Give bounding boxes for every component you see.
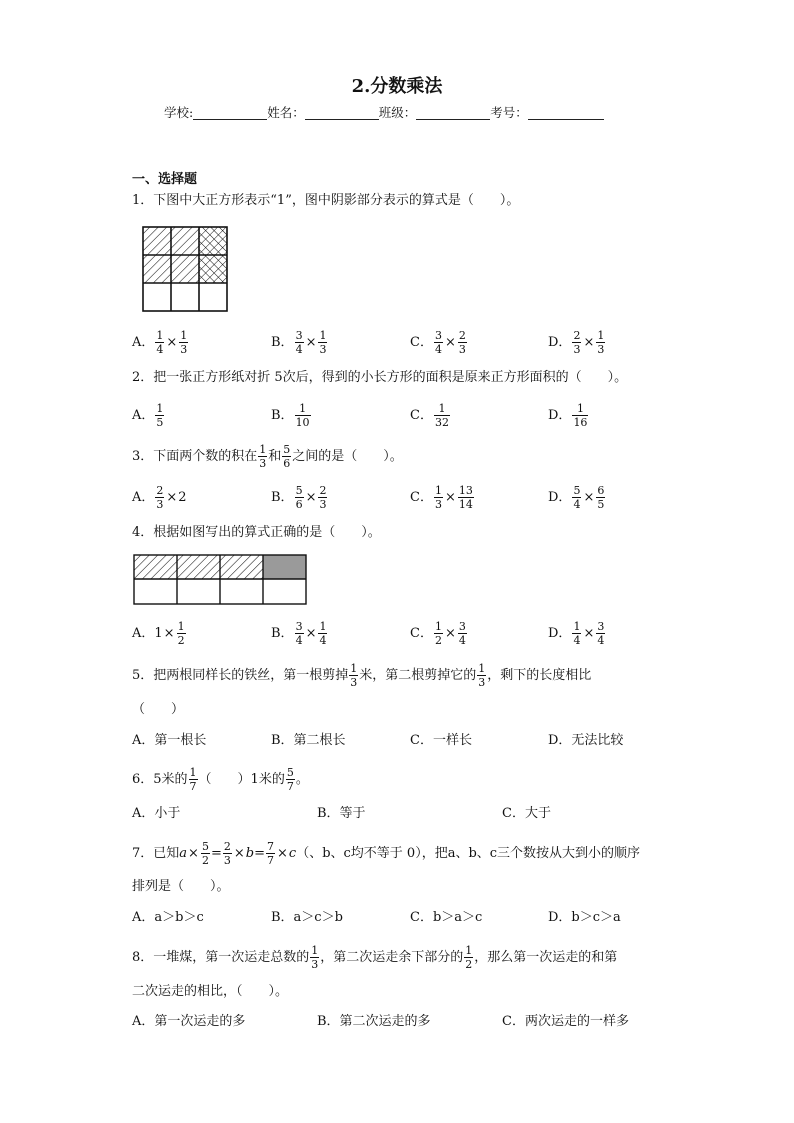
q5-option-b[interactable]: B．第二根长 [271, 733, 346, 748]
q8-option-b[interactable]: B．第二次运走的多 [317, 1014, 431, 1029]
q2-option-c[interactable]: C． $\frac{1}{32}$ [410, 402, 449, 429]
q7-option-d[interactable]: D．b＞c＞a [548, 910, 621, 925]
q4-gray-region [263, 555, 306, 579]
q3-option-c[interactable]: C． $\frac{1}{3}$ × $\frac{13}{14}$ [410, 484, 473, 511]
class-label: 班级： [378, 105, 417, 120]
q2-stem: 2．把一张正方形纸对折 5次后，得到的小长方形的面积是原来正方形面积的（ ）。 [132, 370, 628, 385]
q3-option-d[interactable]: D． $\frac{5}{4}$ × $\frac{6}{5}$ [548, 484, 605, 511]
q1-figure [142, 226, 228, 312]
q8-option-a[interactable]: A．第一次运走的多 [132, 1014, 246, 1029]
school-label: 学校: [164, 105, 194, 120]
q2-option-d[interactable]: D． $\frac{1}{16}$ [548, 402, 588, 429]
q1-stem: 1．下图中大正方形表示“1”，图中阴影部分表示的算式是（ ）。 [132, 193, 520, 208]
q5-stem: 5．把两根同样长的铁丝，第一根剪掉 $\frac{1}{3}$ 米，第二根剪掉它的 $\frac{1}{3}$ ，剩下的长度相比 [132, 662, 592, 689]
q1-option-a[interactable]: A． $\frac{1}{4}$ × $\frac{1}{3}$ [132, 329, 188, 356]
q7-option-b[interactable]: B．a＞c＞b [271, 910, 343, 925]
q8-stem-line2: 二次运走的相比，（ ）。 [132, 984, 289, 999]
q3-stem: 3．下面两个数的积在 $\frac{1}{3}$ 和 $\frac{5}{6}$ 之间的是（ ）。 [132, 443, 403, 470]
q4-hatched-region [134, 555, 263, 579]
page-title: 2.分数乘法 [351, 76, 443, 97]
name-blank[interactable] [305, 105, 379, 120]
q8-stem: 8．一堆煤，第一次运走总数的 $\frac{1}{3}$ ，第二次运走余下部分的 $\frac{1}{2}$ ，那么第一次运走的和第 [132, 944, 618, 971]
q7-stem: 7．已知a× $\frac{5}{2}$ = $\frac{2}{3}$ ×b= $\frac{7}{7}$ ×c（、b、c均不等于 0），把a、b、c三个数按从大到小的顺序 [132, 840, 641, 867]
q4-option-b[interactable]: B． $\frac{3}{4}$ × $\frac{1}{4}$ [271, 620, 327, 647]
q7-stem-line2: 排列是（ ）。 [132, 879, 230, 894]
q5-stem-line2: （ ） [132, 702, 185, 717]
q3-option-a[interactable]: A． $\frac{2}{3}$ ×2 [132, 484, 187, 511]
q1-option-d[interactable]: D． $\frac{2}{3}$ × $\frac{1}{3}$ [548, 329, 605, 356]
student-info-line [164, 103, 604, 121]
q4-option-d[interactable]: D． $\frac{1}{4}$ × $\frac{3}{4}$ [548, 620, 605, 647]
q2-option-a[interactable]: A． $\frac{1}{5}$ [132, 402, 164, 429]
q1-option-c[interactable]: C． $\frac{3}{4}$ × $\frac{2}{3}$ [410, 329, 466, 356]
q5-option-d[interactable]: D．无法比较 [548, 733, 624, 748]
q5-option-c[interactable]: C．一样长 [410, 733, 472, 748]
q4-option-c[interactable]: C． $\frac{1}{2}$ × $\frac{3}{4}$ [410, 620, 466, 647]
q7-option-a[interactable]: A．a＞b＞c [132, 910, 204, 925]
q5-option-a[interactable]: A．第一根长 [132, 733, 207, 748]
q6-option-c[interactable]: C．大于 [502, 806, 551, 821]
name-label: 姓名： [267, 105, 305, 120]
q8-option-c[interactable]: C．两次运走的一样多 [502, 1014, 629, 1029]
q4-option-a[interactable]: A．1× $\frac{1}{2}$ [132, 620, 185, 647]
q7-option-c[interactable]: C．b＞a＞c [410, 910, 483, 925]
q6-option-a[interactable]: A．小于 [132, 806, 181, 821]
q1-option-b[interactable]: B． $\frac{3}{4}$ × $\frac{1}{3}$ [271, 329, 327, 356]
section-title: 一、选择题 [132, 172, 198, 187]
q4-figure [133, 554, 308, 606]
exam-no-blank[interactable] [528, 105, 604, 120]
q3-option-b[interactable]: B． $\frac{5}{6}$ × $\frac{2}{3}$ [271, 484, 327, 511]
exam-no-label: 考号： [490, 105, 528, 120]
school-blank[interactable] [193, 105, 267, 120]
class-blank[interactable] [416, 105, 490, 120]
q6-option-b[interactable]: B．等于 [317, 806, 366, 821]
q4-stem: 4．根据如图写出的算式正确的是（ ）。 [132, 525, 381, 540]
q2-option-b[interactable]: B． $\frac{1}{10}$ [271, 402, 310, 429]
q6-stem: 6．5米的 $\frac{1}{7}$ （ ）1米的 $\frac{5}{7}$ 。 [132, 766, 309, 793]
